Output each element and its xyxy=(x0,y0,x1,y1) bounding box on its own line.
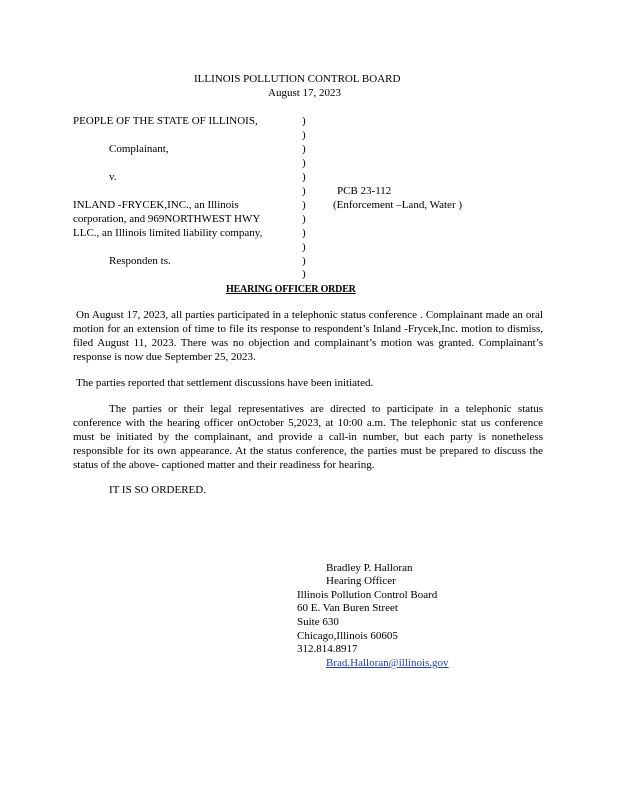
case-number: PCB 23-112 xyxy=(337,185,392,197)
signer-street: 60 E. Van Buren Street xyxy=(297,602,398,614)
paragraph-4: IT IS SO ORDERED. xyxy=(109,484,206,496)
caption-paren: ) xyxy=(302,128,306,141)
signer-phone: 312.814.8917 xyxy=(297,643,358,655)
caption-paren: ) xyxy=(302,184,306,197)
defendant-line-3: LLC., an Illinois limited liability company, xyxy=(73,227,263,239)
signer-city: Chicago,Illinois 60605 xyxy=(297,630,398,642)
caption-paren: ) xyxy=(302,198,306,211)
document-date: August 17, 2023 xyxy=(268,87,342,99)
defendant-role: Responden ts. xyxy=(109,255,171,267)
plaintiff-name: PEOPLE OF THE STATE OF ILLINOIS, xyxy=(73,115,258,127)
versus-label: v. xyxy=(109,171,117,183)
signer-org: Illinois Pollution Control Board xyxy=(297,589,438,601)
signer-name: Bradley P. Halloran xyxy=(326,562,413,574)
caption-paren: ) xyxy=(302,170,306,183)
caption-paren: ) xyxy=(302,115,306,127)
caption-paren: ) xyxy=(302,156,306,169)
caption-paren: ) xyxy=(302,254,306,267)
defendant-line-2: corporation, and 969NORTHWEST HWY xyxy=(73,213,261,225)
signer-suite: Suite 630 xyxy=(297,616,339,628)
caption-paren-column xyxy=(302,115,312,282)
agency-header: ILLINOIS POLLUTION CONTROL BOARD xyxy=(194,73,401,85)
order-title: HEARING OFFICER ORDER xyxy=(226,284,356,295)
paragraph-3: The parties or their legal representatives are directed to participate in a telephonic status conference with the hearing officer onOctober 5,2023, at 10:00 a.m. The telephonic stat us conference must be initiated by the complainant, and provide a call-in number, but each party is nonetheless responsible for its own appearance. At the status conference, the parties must be prepared to discuss the status of the above- captioned matter and their readiness for hearing. xyxy=(73,403,543,471)
caption-paren: ) xyxy=(302,268,306,281)
paragraph-1: On August 17, 2023, all parties participated in a telephonic status conference . Complainant made an oral motion for an extension of time to file its response to respondent’s Inland -Frycek,Inc. motion to dismiss, filed August 11, 2023. There was no objection and complainant’s motion was granted. Complainant’s response is now due September 25, 2023. xyxy=(73,309,543,363)
case-type: (Enforcement –Land, Water ) xyxy=(333,199,463,211)
caption-paren: ) xyxy=(302,240,306,253)
defendant-line-1: INLAND -FRYCEK,INC., an Illinois xyxy=(73,199,239,211)
paragraph-2: The parties reported that settlement discussions have been initiated. xyxy=(76,377,374,389)
plaintiff-role: Complainant, xyxy=(109,143,169,155)
caption-paren: ) xyxy=(302,142,306,155)
caption-paren: ) xyxy=(302,212,306,225)
signer-title: Hearing Officer xyxy=(326,575,396,587)
signer-email-link[interactable]: Brad.Halloran@illinois.gov xyxy=(326,657,449,669)
caption-paren: ) xyxy=(302,226,306,239)
